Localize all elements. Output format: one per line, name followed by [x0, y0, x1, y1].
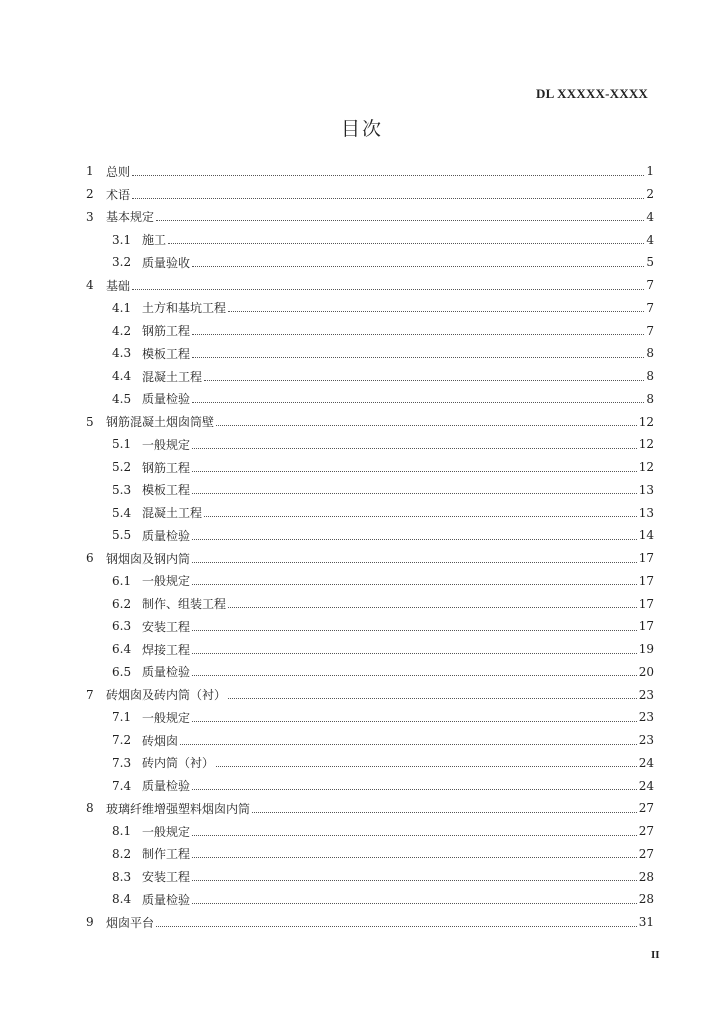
- toc-entry[interactable]: [86, 479, 654, 502]
- toc-entry[interactable]: [86, 251, 654, 274]
- toc-entry-number: 4.2: [112, 323, 132, 338]
- toc-entry-number: 6.2: [112, 596, 132, 611]
- toc-dot-leader: [192, 781, 637, 790]
- toc-dot-leader: [192, 645, 637, 654]
- toc-dot-leader: [192, 849, 637, 858]
- toc-entry-label: 混凝土工程: [142, 506, 203, 521]
- toc-entry-number: 3.2: [112, 255, 132, 270]
- toc-entry-label: 砖内筒（衬）: [142, 756, 215, 771]
- toc-entry-page: 12: [638, 414, 654, 429]
- toc-entry-page: 17: [638, 619, 654, 634]
- toc-entry[interactable]: [86, 888, 654, 911]
- toc-entry-label: 模板工程: [142, 483, 191, 498]
- toc-entry-number: 7: [86, 687, 94, 702]
- toc-entry-label: 一般规定: [142, 824, 191, 839]
- toc-entry[interactable]: [86, 592, 654, 615]
- toc-dot-leader: [168, 235, 644, 244]
- toc-dot-leader: [192, 394, 644, 403]
- toc-entry-number: 4.5: [112, 391, 132, 406]
- toc-entry-page: 14: [638, 528, 654, 543]
- toc-entry[interactable]: [86, 547, 654, 570]
- toc-entry-label: 基础: [106, 278, 131, 293]
- toc-entry-number: 5: [86, 414, 94, 429]
- toc-dot-leader: [192, 872, 637, 881]
- toc-entry[interactable]: [86, 797, 654, 820]
- toc-entry[interactable]: [86, 820, 654, 843]
- toc-entry-number: 4.1: [112, 300, 132, 315]
- toc-entry-number: 6.3: [112, 619, 132, 634]
- toc-entry-label: 质量检验: [142, 892, 191, 907]
- toc-dot-leader: [192, 349, 644, 358]
- document-code: DL XXXXX-XXXX: [535, 86, 648, 101]
- toc-dot-leader: [192, 440, 637, 449]
- toc-dot-leader: [192, 554, 637, 563]
- toc-entry-number: 5.1: [112, 437, 132, 452]
- toc-entry-number: 8.2: [112, 846, 132, 861]
- toc-entry-number: 7.2: [112, 733, 132, 748]
- toc-entry-number: 6.4: [112, 642, 132, 657]
- toc-entry-page: 24: [638, 755, 654, 770]
- toc-entry[interactable]: [86, 228, 654, 251]
- toc-entry-label: 术语: [106, 187, 131, 202]
- toc-entry[interactable]: [86, 706, 654, 729]
- toc-entry-page: 2: [646, 187, 654, 202]
- toc-entry[interactable]: [86, 524, 654, 547]
- toc-entry-label: 玻璃纤维增强塑料烟囱内筒: [106, 801, 251, 816]
- toc-entry-label: 安装工程: [142, 619, 191, 634]
- toc-dot-leader: [192, 531, 637, 540]
- toc-dot-leader: [192, 576, 637, 585]
- toc-entry-number: 6.5: [112, 664, 132, 679]
- toc-entry-label: 制作工程: [142, 847, 191, 862]
- toc-entry-label: 施工: [142, 233, 167, 248]
- toc-entry-page: 27: [638, 846, 654, 861]
- toc-dot-leader: [192, 463, 637, 472]
- toc-dot-leader: [192, 326, 644, 335]
- toc-entry-label: 质量验收: [142, 255, 191, 270]
- toc-entry-number: 7.4: [112, 778, 132, 793]
- toc-entry-page: 27: [638, 801, 654, 816]
- toc-entry-label: 质量检验: [142, 528, 191, 543]
- toc-entry-number: 8.1: [112, 824, 132, 839]
- table-of-contents: [86, 160, 654, 934]
- toc-dot-leader: [204, 508, 637, 517]
- toc-entry-page: 13: [638, 482, 654, 497]
- toc-entry[interactable]: [86, 388, 654, 411]
- toc-entry-page: 17: [638, 551, 654, 566]
- toc-dot-leader: [192, 713, 637, 722]
- page-title: 目次: [340, 118, 383, 140]
- toc-dot-leader: [192, 827, 637, 836]
- toc-entry-page: 24: [638, 778, 654, 793]
- toc-entry-page: 17: [638, 596, 654, 611]
- toc-entry-page: 7: [646, 300, 654, 315]
- toc-entry-number: 1: [86, 164, 94, 179]
- toc-dot-leader: [156, 212, 644, 221]
- toc-entry[interactable]: [86, 433, 654, 456]
- toc-entry[interactable]: [86, 297, 654, 320]
- toc-entry-label: 砖烟囱: [142, 733, 179, 748]
- toc-entry-number: 7.1: [112, 710, 132, 725]
- toc-dot-leader: [132, 281, 644, 290]
- toc-entry-page: 7: [646, 323, 654, 338]
- toc-entry-label: 土方和基坑工程: [142, 301, 227, 316]
- toc-entry-number: 8.4: [112, 892, 132, 907]
- toc-dot-leader: [228, 690, 637, 699]
- toc-entry[interactable]: [86, 206, 654, 229]
- toc-entry-number: 5.5: [112, 528, 132, 543]
- toc-entry[interactable]: [86, 843, 654, 866]
- toc-entry-label: 模板工程: [142, 346, 191, 361]
- toc-dot-leader: [132, 167, 644, 176]
- toc-entry[interactable]: [86, 661, 654, 684]
- toc-entry-page: 4: [646, 209, 654, 224]
- toc-entry[interactable]: [86, 911, 654, 934]
- toc-dot-leader: [156, 918, 637, 927]
- toc-entry[interactable]: [86, 752, 654, 775]
- toc-entry-label: 钢烟囱及钢内筒: [106, 551, 191, 566]
- toc-entry-page: 8: [646, 391, 654, 406]
- toc-entry[interactable]: [86, 456, 654, 479]
- toc-entry-number: 5.4: [112, 505, 132, 520]
- toc-entry-page: 23: [638, 710, 654, 725]
- toc-dot-leader: [192, 258, 644, 267]
- toc-dot-leader: [252, 804, 637, 813]
- toc-entry[interactable]: [86, 501, 654, 524]
- toc-entry-label: 基本规定: [106, 210, 155, 225]
- toc-entry-label: 焊接工程: [142, 642, 191, 657]
- toc-entry-label: 砖烟囱及砖内筒（衬）: [106, 688, 227, 703]
- toc-entry-number: 4.3: [112, 346, 132, 361]
- toc-entry-number: 4: [86, 278, 94, 293]
- toc-entry-number: 3: [86, 209, 94, 224]
- toc-dot-leader: [192, 895, 637, 904]
- toc-entry[interactable]: [86, 683, 654, 706]
- toc-entry-label: 一般规定: [142, 437, 191, 452]
- toc-entry-label: 一般规定: [142, 710, 191, 725]
- toc-entry-number: 3.1: [112, 232, 132, 247]
- toc-entry-number: 9: [86, 915, 94, 930]
- toc-entry-label: 一般规定: [142, 574, 191, 589]
- toc-entry-label: 质量检验: [142, 779, 191, 794]
- toc-entry-page: 8: [646, 346, 654, 361]
- toc-dot-leader: [204, 372, 644, 381]
- toc-entry-page: 19: [638, 642, 654, 657]
- toc-entry-label: 质量检验: [142, 665, 191, 680]
- toc-entry-page: 31: [638, 915, 654, 930]
- toc-entry-page: 12: [638, 437, 654, 452]
- toc-entry-label: 钢筋混凝土烟囱筒壁: [106, 415, 215, 430]
- toc-entry-page: 5: [646, 255, 654, 270]
- page-number: II: [651, 949, 660, 961]
- toc-entry[interactable]: [86, 183, 654, 206]
- toc-entry[interactable]: [86, 570, 654, 593]
- toc-entry-page: 23: [638, 687, 654, 702]
- toc-entry[interactable]: [86, 615, 654, 638]
- toc-entry[interactable]: [86, 410, 654, 433]
- toc-entry-number: 8.3: [112, 869, 132, 884]
- toc-entry-label: 总则: [106, 164, 131, 179]
- toc-entry[interactable]: [86, 160, 654, 183]
- toc-dot-leader: [192, 667, 637, 676]
- toc-entry-label: 质量检验: [142, 392, 191, 407]
- toc-entry-page: 8: [646, 369, 654, 384]
- toc-entry[interactable]: [86, 319, 654, 342]
- toc-entry-number: 5.2: [112, 460, 132, 475]
- toc-entry[interactable]: [86, 274, 654, 297]
- toc-entry[interactable]: [86, 774, 654, 797]
- toc-dot-leader: [132, 190, 644, 199]
- toc-entry[interactable]: [86, 865, 654, 888]
- toc-entry-page: 13: [638, 505, 654, 520]
- toc-entry-page: 28: [638, 869, 654, 884]
- toc-entry-label: 钢筋工程: [142, 460, 191, 475]
- toc-entry-label: 钢筋工程: [142, 324, 191, 339]
- toc-entry-number: 5.3: [112, 482, 132, 497]
- toc-entry-number: 2: [86, 187, 94, 202]
- toc-entry[interactable]: [86, 729, 654, 752]
- toc-dot-leader: [216, 758, 637, 767]
- toc-entry-page: 23: [638, 733, 654, 748]
- toc-entry-label: 混凝土工程: [142, 369, 203, 384]
- toc-dot-leader: [216, 417, 637, 426]
- toc-entry-page: 12: [638, 460, 654, 475]
- toc-entry[interactable]: [86, 342, 654, 365]
- toc-entry-number: 4.4: [112, 369, 132, 384]
- toc-entry-page: 17: [638, 573, 654, 588]
- toc-entry-page: 27: [638, 824, 654, 839]
- toc-entry-number: 6: [86, 551, 94, 566]
- toc-entry-page: 28: [638, 892, 654, 907]
- toc-dot-leader: [192, 485, 637, 494]
- toc-entry-number: 8: [86, 801, 94, 816]
- toc-entry-page: 1: [646, 164, 654, 179]
- toc-dot-leader: [192, 622, 637, 631]
- toc-dot-leader: [180, 736, 637, 745]
- toc-entry-page: 7: [646, 278, 654, 293]
- toc-entry[interactable]: [86, 365, 654, 388]
- toc-entry[interactable]: [86, 638, 654, 661]
- toc-entry-number: 6.1: [112, 573, 132, 588]
- toc-entry-label: 安装工程: [142, 870, 191, 885]
- toc-dot-leader: [228, 599, 637, 608]
- toc-entry-label: 烟囱平台: [106, 915, 155, 930]
- toc-entry-label: 制作、组装工程: [142, 597, 227, 612]
- toc-entry-page: 20: [638, 664, 654, 679]
- toc-entry-number: 7.3: [112, 755, 132, 770]
- toc-dot-leader: [228, 303, 644, 312]
- toc-entry-page: 4: [646, 232, 654, 247]
